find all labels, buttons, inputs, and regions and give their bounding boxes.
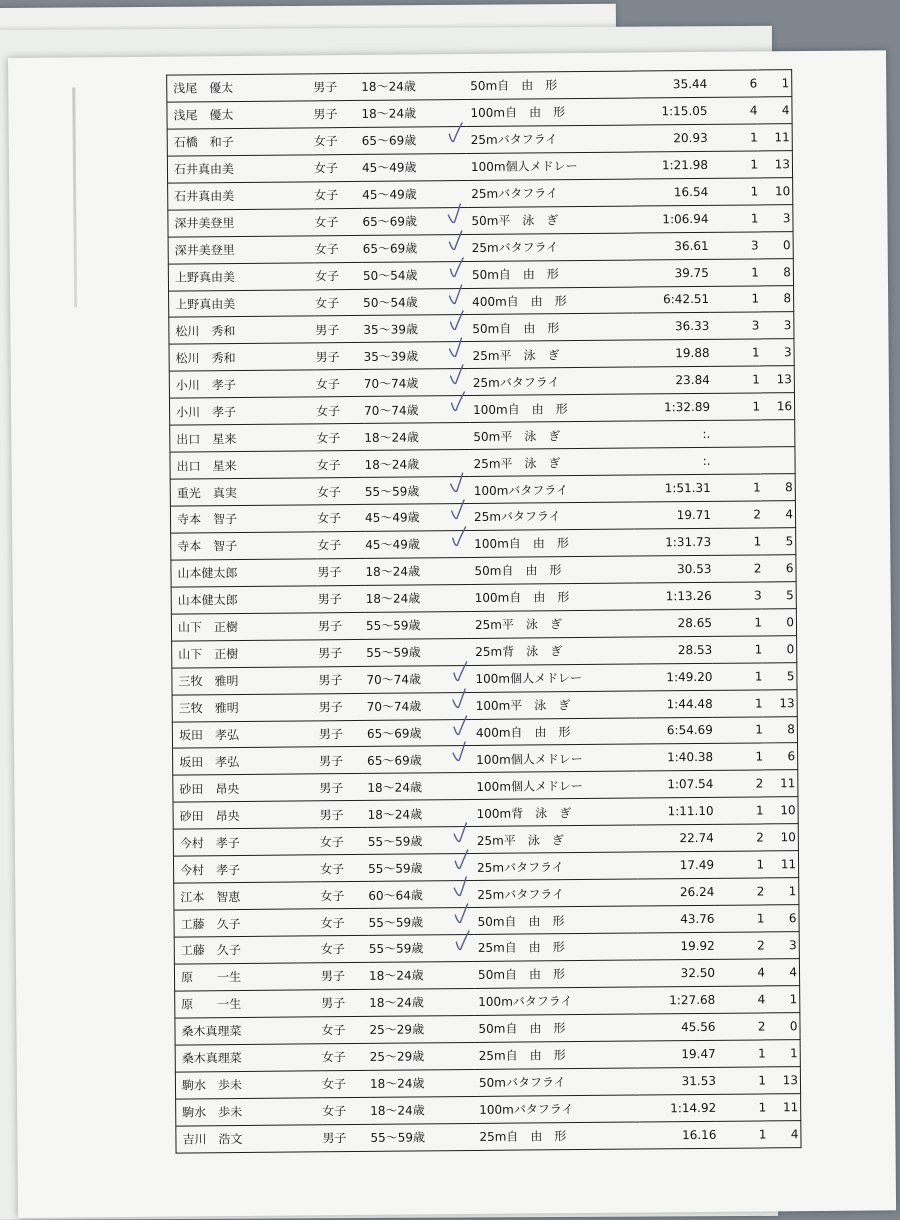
rank-number: 3	[759, 339, 794, 366]
age-group: 18～24歳	[367, 773, 472, 801]
result-time: 16.54	[631, 178, 708, 206]
heat-number: 1	[713, 743, 763, 770]
age-group: 18～24歳	[367, 800, 472, 828]
age-group: 50～54歳	[363, 261, 468, 289]
swimmer-name: 砂田 昂央	[173, 801, 320, 829]
heat-number: 1	[711, 528, 761, 555]
age-group: 35～39歳	[363, 315, 468, 343]
age-group: 25～29歳	[370, 1042, 475, 1070]
swimmer-name: 山本健太郎	[171, 586, 318, 614]
rank-number: 8	[759, 285, 794, 312]
swimmer-name: 三牧 雅明	[172, 693, 319, 721]
rank-number: 6	[764, 905, 799, 932]
age-group: 70～74歳	[364, 396, 469, 424]
rank-number: 13	[758, 150, 793, 177]
rank-number: 0	[762, 635, 797, 662]
heat-number: 1	[713, 690, 763, 717]
event-name: 25m自 由 形	[475, 1041, 639, 1069]
age-group: 65～69歳	[367, 719, 472, 747]
rank-number: 6	[761, 555, 796, 582]
swimmer-name: 石橋 和子	[167, 128, 314, 156]
rank-number: 13	[766, 1066, 801, 1093]
swimmer-name: 原 一生	[174, 963, 321, 991]
rank-number: 3	[765, 932, 800, 959]
heat-number: 1	[712, 663, 762, 690]
gender: 女子	[322, 1070, 370, 1097]
rank-number: 5	[762, 581, 797, 608]
result-time: 36.33	[632, 313, 709, 341]
rank-number: 11	[758, 124, 793, 151]
heat-number: 2	[714, 824, 764, 851]
event-name: 50m平 泳 ぎ	[469, 421, 633, 449]
heat-number: 2	[715, 932, 765, 959]
rank-number: 8	[759, 258, 794, 285]
swimmer-name: 桑木真理菜	[175, 1044, 322, 1072]
age-group: 55～59歳	[366, 638, 471, 666]
age-group: 45～49歳	[365, 503, 470, 531]
result-time: 19.71	[634, 501, 711, 529]
age-group: 65～69歳	[363, 234, 468, 262]
age-group: 55～59歳	[369, 934, 474, 962]
swimmer-name: 深井美登里	[168, 209, 315, 237]
event-name: 50mバタフライ	[475, 1068, 639, 1096]
result-time: 6:54.69	[636, 717, 713, 745]
table-row	[176, 1120, 801, 1152]
rank-number: 13	[760, 366, 795, 393]
gender: 女子	[314, 208, 362, 235]
result-time: 30.53	[634, 555, 711, 583]
result-time: 35.44	[630, 70, 707, 98]
age-group: 45～49歳	[365, 530, 470, 558]
swimmer-name: 山下 正樹	[171, 613, 318, 641]
event-name: 100m個人メドレー	[472, 744, 636, 772]
event-name: 50m自 由 形	[474, 1014, 638, 1042]
results-table	[166, 69, 801, 1153]
event-name: 25mバタフライ	[468, 233, 632, 261]
gender: 女子	[314, 154, 362, 181]
result-time: 1:27.68	[638, 986, 715, 1014]
event-name: 50m自 由 形	[473, 906, 637, 934]
event-name: 50m自 由 形	[474, 960, 638, 988]
swimmer-name: 浅尾 優太	[167, 101, 314, 129]
event-name: 100m個人メドレー	[471, 664, 635, 692]
age-group: 18～24歳	[369, 961, 474, 989]
gender: 男子	[319, 747, 367, 774]
gender: 女子	[315, 262, 363, 289]
rank-number: 4	[757, 97, 792, 124]
rank-number: 11	[764, 851, 799, 878]
age-group: 55～59歳	[368, 908, 473, 936]
swimmer-name: 吉川 浩文	[176, 1124, 323, 1152]
heat-number: 2	[711, 555, 761, 582]
heat-number: 4	[715, 986, 765, 1013]
event-name: 25m平 泳 ぎ	[469, 448, 633, 476]
event-name: 100mバタフライ	[474, 987, 638, 1015]
swimmer-name: 重光 真実	[170, 478, 317, 506]
event-name: 100m平 泳 ぎ	[472, 691, 636, 719]
result-time: 22.74	[637, 825, 714, 853]
result-time: 1:14.92	[639, 1094, 716, 1122]
age-group: 18～24歳	[370, 1096, 475, 1124]
age-group: 45～49歳	[362, 153, 467, 181]
gender: 女子	[316, 424, 364, 451]
heat-number: 1	[714, 905, 764, 932]
results-table-body	[167, 70, 801, 1153]
swimmer-name: 原 一生	[175, 990, 322, 1018]
swimmer-name: 今村 孝子	[173, 855, 320, 883]
heat-number: 1	[710, 393, 760, 420]
heat-number: 1	[708, 124, 758, 151]
event-name: 25mバタフライ	[469, 367, 633, 395]
rank-number: 1	[765, 986, 800, 1013]
rank-number: 8	[761, 474, 796, 501]
event-name: 100m自 由 形	[470, 529, 634, 557]
result-time: 6:42.51	[632, 286, 709, 314]
event-name: 50m自 由 形	[470, 556, 634, 584]
result-time: 1:31.73	[634, 528, 711, 556]
heat-number: 3	[709, 232, 759, 259]
age-group: 55～59歳	[366, 611, 471, 639]
age-group: 18～24歳	[361, 99, 466, 127]
event-name: 400m自 由 形	[468, 287, 632, 315]
gender: 男子	[319, 720, 367, 747]
swimmer-name: 江本 智恵	[174, 882, 321, 910]
gender: 男子	[318, 585, 366, 612]
heat-number: 2	[715, 1013, 765, 1040]
swimmer-name: 上野真由美	[168, 262, 315, 290]
age-group: 55～59歳	[365, 477, 470, 505]
heat-number: 1	[708, 151, 758, 178]
swimmer-name: 寺本 智子	[170, 505, 317, 533]
swimmer-name: 工藤 久子	[174, 909, 321, 937]
rank-number: 4	[765, 959, 800, 986]
event-name: 25mバタフライ	[473, 852, 637, 880]
heat-number: 6	[707, 70, 757, 97]
gender: 女子	[316, 370, 364, 397]
swimmer-name: 桑木真理菜	[175, 1017, 322, 1045]
result-time: 1:40.38	[636, 744, 713, 772]
result-time: 28.65	[635, 609, 712, 637]
rank-number: 6	[763, 743, 798, 770]
age-group: 70～74歳	[367, 692, 472, 720]
event-name: 25m平 泳 ぎ	[473, 825, 637, 853]
heat-number: 1	[709, 339, 759, 366]
heat-number: 4	[707, 97, 757, 124]
gender: 男子	[321, 989, 369, 1016]
age-group: 18～24歳	[364, 423, 469, 451]
age-group: 55～59歳	[368, 854, 473, 882]
gender: 男子	[319, 774, 367, 801]
rank-number: 5	[761, 528, 796, 555]
heat-number: 3	[709, 312, 759, 339]
result-time: 1:49.20	[635, 663, 712, 691]
heat-number: 1	[716, 1067, 766, 1094]
result-time: 45.56	[638, 1013, 715, 1041]
swimmer-name: 石井真由美	[167, 155, 314, 183]
age-group: 45～49歳	[362, 180, 467, 208]
heat-number: 1	[708, 205, 758, 232]
gender: 女子	[320, 828, 368, 855]
age-group: 65～69歳	[362, 207, 467, 235]
gender: 男子	[315, 316, 363, 343]
gender: 男子	[319, 801, 367, 828]
gender: 女子	[322, 1097, 370, 1124]
swimmer-name: 深井美登里	[168, 235, 315, 263]
swimmer-name: 三牧 雅明	[172, 666, 319, 694]
result-time: 28.53	[635, 636, 712, 664]
event-name: 100m背 泳 ぎ	[472, 798, 636, 826]
heat-number: 1	[712, 636, 762, 663]
margin-shadow	[72, 87, 77, 307]
swimmer-name: 砂田 昂央	[173, 774, 320, 802]
swimmer-name: 小川 孝子	[169, 397, 316, 425]
age-group: 65～69歳	[362, 126, 467, 154]
result-time: 23.84	[633, 367, 710, 395]
swimmer-name: 松川 秀和	[169, 343, 316, 371]
heat-number: 2	[714, 878, 764, 905]
heat-number	[710, 420, 760, 447]
heat-number: 1	[709, 259, 759, 286]
result-time: 17.49	[637, 852, 714, 880]
heat-number: 1	[712, 609, 762, 636]
rank-number: 4	[766, 1120, 801, 1147]
event-name: 25mバタフライ	[467, 179, 631, 207]
rank-number: 10	[763, 797, 798, 824]
rank-number: 3	[758, 204, 793, 231]
heat-number: 1	[708, 178, 758, 205]
age-group: 70～74歳	[366, 665, 471, 693]
event-name: 50m平 泳 ぎ	[467, 206, 631, 234]
swimmer-name: 出口 星来	[170, 424, 317, 452]
age-group: 18～24歳	[366, 584, 471, 612]
gender: 女子	[315, 289, 363, 316]
swimmer-name: 今村 孝子	[173, 828, 320, 856]
result-time: 1:44.48	[636, 690, 713, 718]
heat-number: 1	[713, 716, 763, 743]
gender: 男子	[313, 73, 361, 100]
swimmer-name: 駒水 歩未	[175, 1070, 322, 1098]
heat-number: 1	[709, 285, 759, 312]
result-time: 43.76	[637, 905, 714, 933]
heat-number: 1	[711, 474, 761, 501]
rank-number: 0	[765, 1012, 800, 1039]
event-name: 25mバタフライ	[473, 879, 637, 907]
heat-number: 1	[716, 1094, 766, 1121]
event-name: 25m自 由 形	[475, 1122, 639, 1150]
swimmer-name: 山本健太郎	[171, 559, 318, 587]
rank-number: 10	[758, 177, 793, 204]
heat-number: 4	[715, 959, 765, 986]
heat-number: 1	[713, 797, 763, 824]
swimmer-name: 坂田 孝弘	[173, 747, 320, 775]
age-group: 18～24歳	[369, 988, 474, 1016]
heat-number: 3	[712, 582, 762, 609]
event-name: 25m平 泳 ぎ	[471, 610, 635, 638]
event-name: 100mバタフライ	[475, 1095, 639, 1123]
rank-number: 1	[757, 70, 792, 97]
rank-number: 4	[761, 501, 796, 528]
gender: 女子	[322, 1043, 370, 1070]
age-group: 35～39歳	[363, 342, 468, 370]
age-group: 18～24歳	[361, 73, 466, 101]
age-group: 55～59歳	[368, 827, 473, 855]
results-page	[8, 50, 896, 1218]
gender: 男子	[317, 558, 365, 585]
rank-number: 11	[763, 770, 798, 797]
result-time: 1:06.94	[631, 205, 708, 233]
result-time: 19.92	[638, 932, 715, 960]
result-time: 1:32.89	[633, 394, 710, 422]
event-name: 25mバタフライ	[467, 125, 631, 153]
gender: 女子	[317, 504, 365, 531]
rank-number: 0	[759, 231, 794, 258]
rank-number: 1	[766, 1039, 801, 1066]
event-name: 100m自 由 形	[469, 394, 633, 422]
gender: 男子	[319, 693, 367, 720]
gender: 男子	[321, 962, 369, 989]
result-time: 1:15.05	[630, 97, 707, 125]
swimmer-name: 石井真由美	[168, 182, 315, 210]
result-time: 20.93	[631, 124, 708, 152]
gender: 女子	[316, 397, 364, 424]
event-name: 25m背 泳 ぎ	[471, 637, 635, 665]
swimmer-name: 山下 正樹	[172, 640, 319, 668]
rank-number: 1	[764, 878, 799, 905]
heat-number: 2	[713, 770, 763, 797]
rank-number: 3	[759, 312, 794, 339]
result-time: 1:07.54	[636, 771, 713, 799]
rank-number: 0	[762, 608, 797, 635]
event-name: 100m自 由 形	[471, 583, 635, 611]
result-time: :.	[633, 448, 710, 476]
gender: 女子	[317, 477, 365, 504]
age-group: 18～24歳	[370, 1069, 475, 1097]
age-group: 55～59歳	[370, 1123, 475, 1151]
event-name: 50m自 由 形	[468, 260, 632, 288]
result-time: 1:11.10	[636, 798, 713, 826]
result-time: 1:13.26	[635, 582, 712, 610]
age-group: 18～24歳	[365, 557, 470, 585]
swimmer-name: 坂田 孝弘	[172, 720, 319, 748]
swimmer-name: 松川 秀和	[169, 316, 316, 344]
gender: 女子	[321, 935, 369, 962]
event-name: 100m個人メドレー	[472, 771, 636, 799]
result-time: 26.24	[637, 878, 714, 906]
swimmer-name: 出口 星来	[170, 451, 317, 479]
gender: 女子	[320, 908, 368, 935]
rank-number: 11	[766, 1093, 801, 1120]
swimmer-name: 浅尾 優太	[167, 74, 314, 102]
gender: 男子	[316, 343, 364, 370]
swimmer-name: 寺本 智子	[171, 532, 318, 560]
swimmer-name: 小川 孝子	[169, 370, 316, 398]
result-time: 19.88	[632, 340, 709, 368]
heat-number: 1	[716, 1120, 766, 1147]
gender: 女子	[320, 882, 368, 909]
swimmer-name: 駒水 歩未	[176, 1097, 323, 1125]
gender: 女子	[314, 181, 362, 208]
gender: 男子	[318, 666, 366, 693]
event-name: 100mバタフライ	[470, 475, 634, 503]
rank-number: 16	[760, 393, 795, 420]
gender: 女子	[316, 451, 364, 478]
age-group: 70～74歳	[364, 369, 469, 397]
age-group: 25～29歳	[369, 1015, 474, 1043]
swimmer-name: 上野真由美	[169, 289, 316, 317]
heat-number: 2	[711, 501, 761, 528]
gender: 男子	[318, 639, 366, 666]
result-time: 16.16	[639, 1121, 716, 1149]
age-group: 60～64歳	[368, 881, 473, 909]
gender: 男子	[318, 612, 366, 639]
result-time: :.	[633, 421, 710, 449]
age-group: 18～24歳	[364, 450, 469, 478]
gender: 女子	[314, 127, 362, 154]
gender: 男子	[322, 1124, 370, 1151]
event-name: 25m平 泳 ぎ	[468, 340, 632, 368]
event-name: 400m自 由 形	[472, 718, 636, 746]
result-time: 1:21.98	[631, 151, 708, 179]
result-time: 32.50	[638, 959, 715, 987]
event-name: 50m自 由 形	[468, 313, 632, 341]
event-name: 25m自 由 形	[474, 933, 638, 961]
event-name: 100m自 由 形	[466, 98, 630, 126]
rank-number: 8	[763, 716, 798, 743]
gender: 女子	[321, 1016, 369, 1043]
rank-number: 5	[762, 662, 797, 689]
heat-number: 1	[714, 851, 764, 878]
heat-number: 1	[716, 1040, 766, 1067]
result-time: 19.47	[639, 1040, 716, 1068]
age-group: 50～54歳	[363, 288, 468, 316]
heat-number: 1	[710, 366, 760, 393]
event-name: 100m個人メドレー	[467, 152, 631, 180]
rank-number	[760, 447, 795, 474]
gender: 女子	[320, 855, 368, 882]
rank-number	[760, 420, 795, 447]
heat-number	[710, 447, 760, 474]
gender: 女子	[317, 531, 365, 558]
event-name: 25mバタフライ	[470, 502, 634, 530]
result-time: 39.75	[632, 259, 709, 287]
rank-number: 13	[763, 689, 798, 716]
gender: 女子	[315, 235, 363, 262]
result-time: 31.53	[639, 1067, 716, 1095]
rank-number: 10	[764, 824, 799, 851]
age-group: 65～69歳	[367, 746, 472, 774]
gender: 男子	[313, 100, 361, 127]
swimmer-name: 工藤 久子	[174, 936, 321, 964]
result-time: 36.61	[632, 232, 709, 260]
event-name: 50m自 由 形	[466, 71, 630, 99]
result-time: 1:51.31	[634, 474, 711, 502]
